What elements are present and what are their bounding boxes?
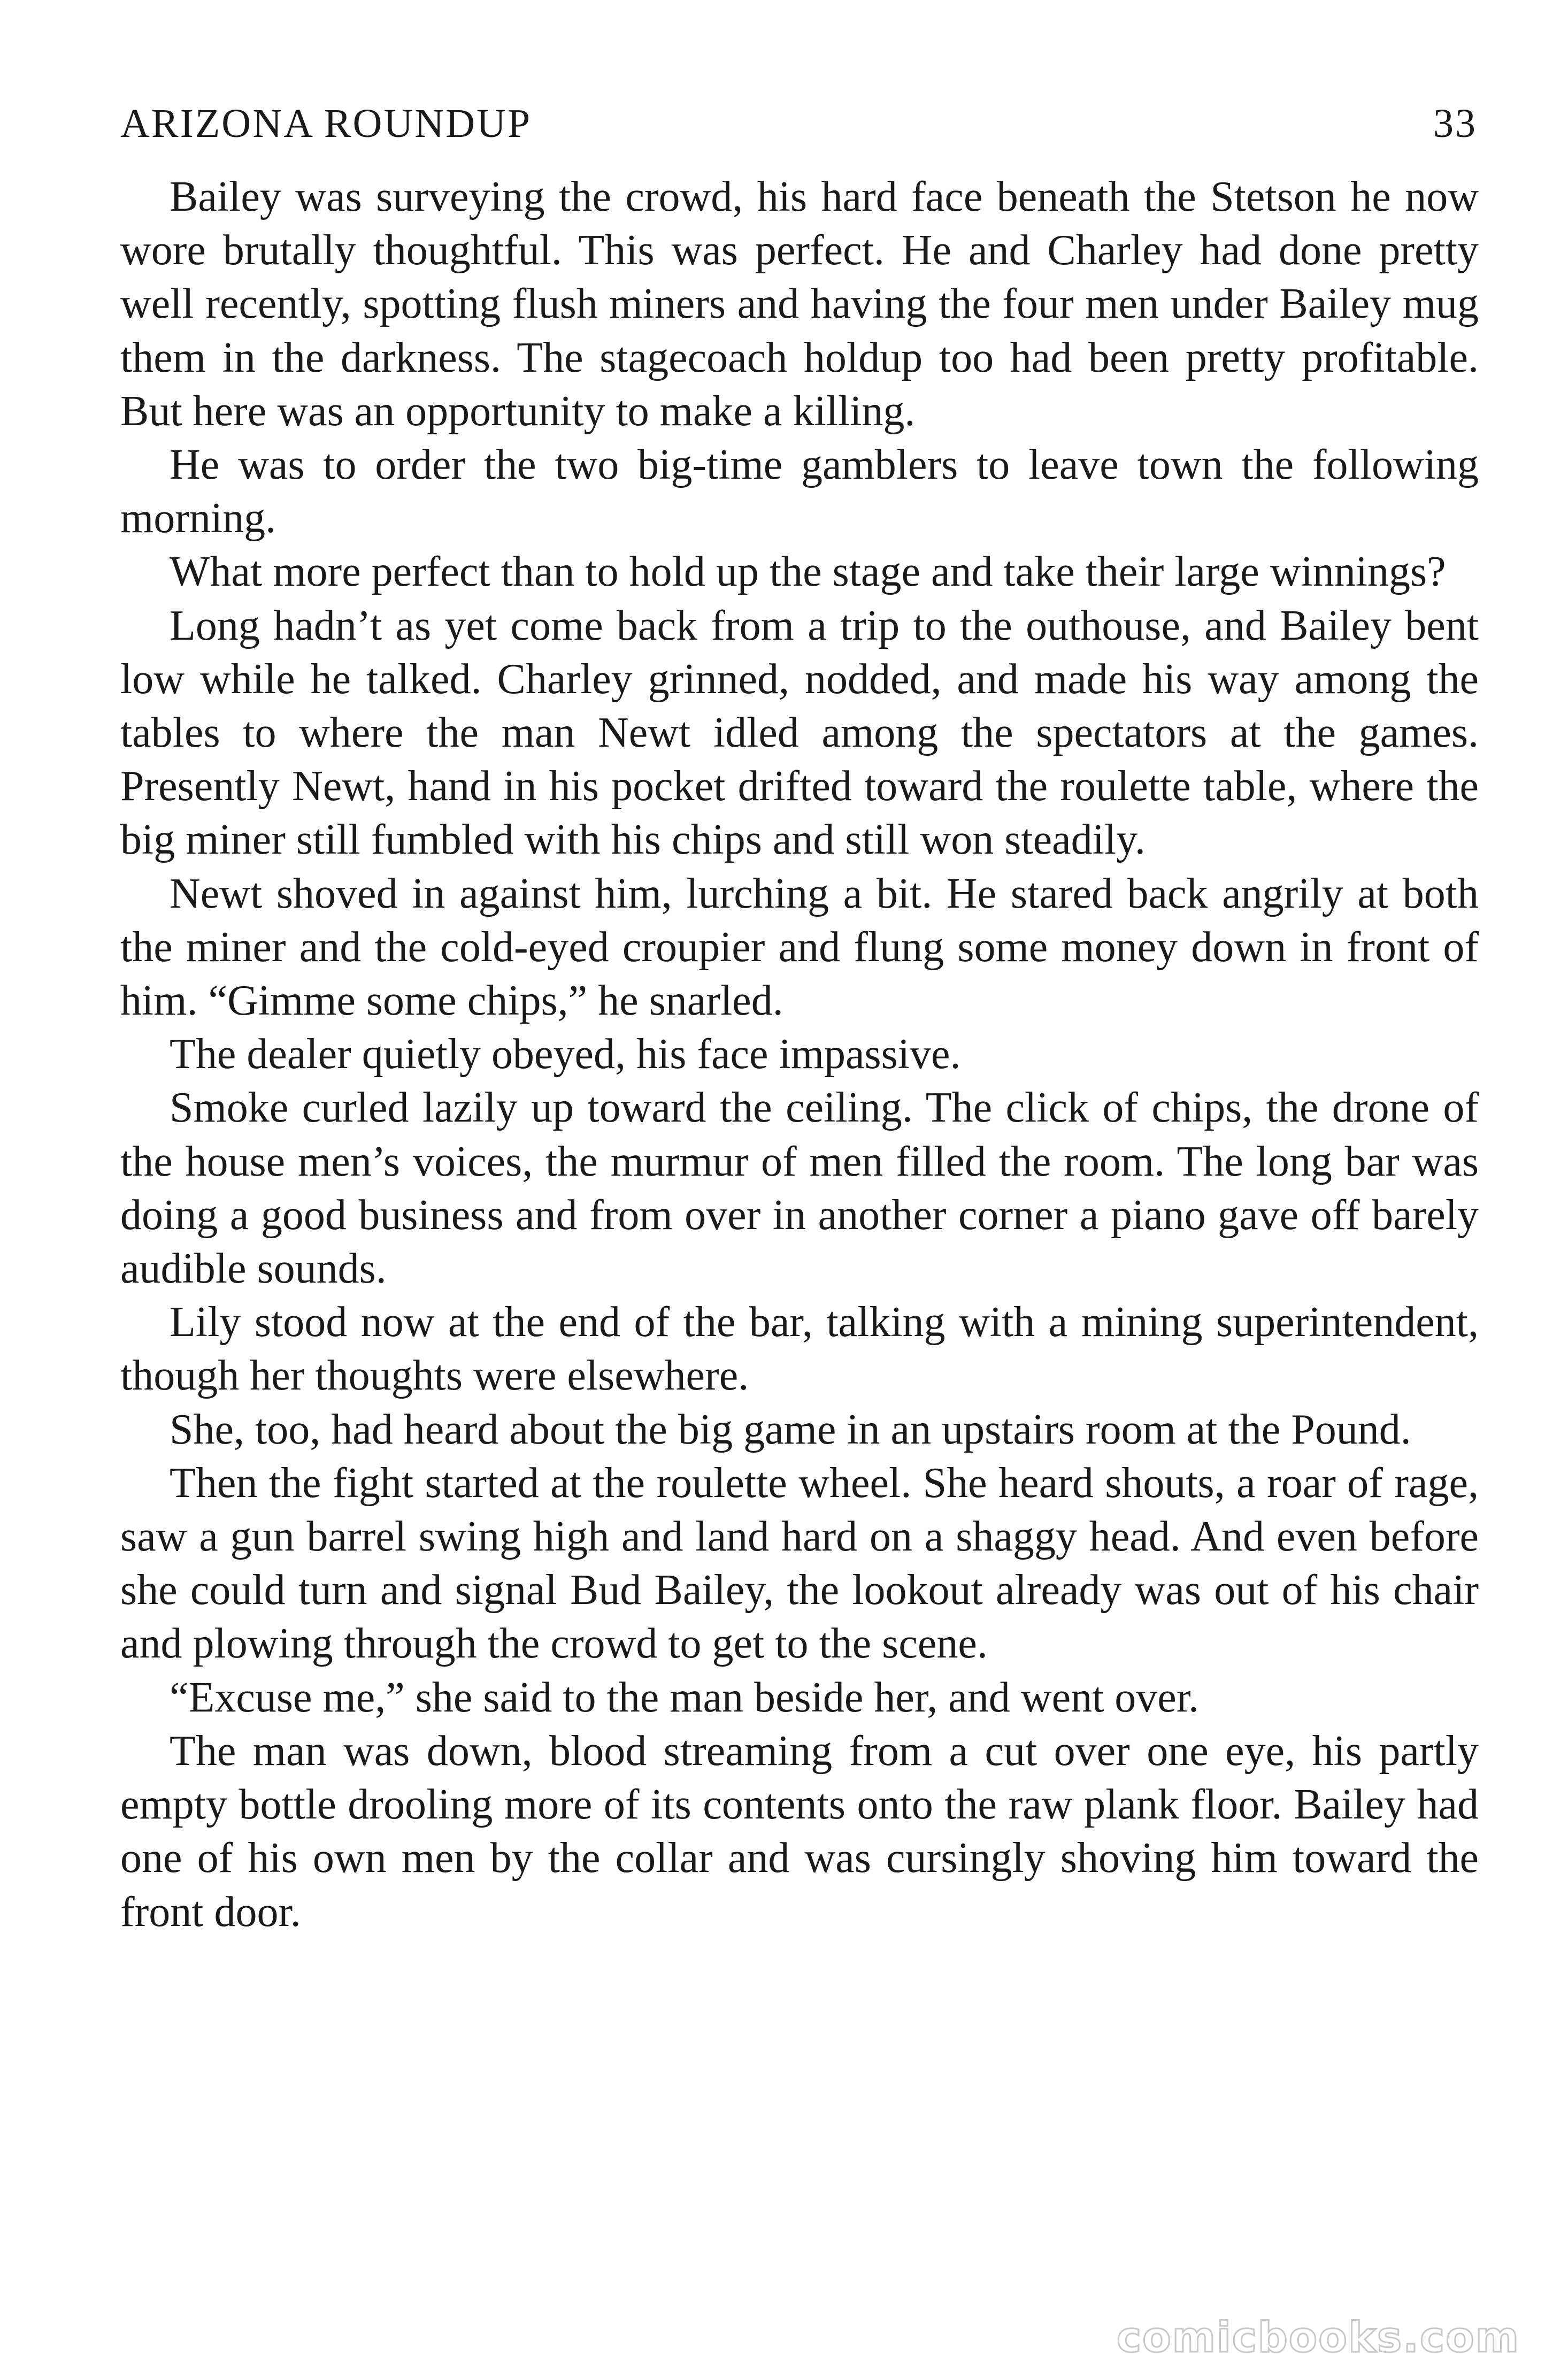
- body-text: [120, 170, 1479, 1939]
- paragraph: He was to order the two big-time gamblers to leave town the following morning.: [120, 441, 1479, 542]
- paragraph: “Excuse me,” she said to the man beside her, and went over.: [170, 1674, 1200, 1721]
- paragraph: Smoke curled lazily up toward the ceiling. The click of chips, the drone of the house men’s voices, the murmur of men filled the room. The long bar was doing a good business and from over in another corner a piano gave off barely audible sounds.: [120, 1084, 1479, 1293]
- book-title: ARIZONA ROUNDUP: [120, 101, 532, 146]
- watermark: comicbooks.com: [1116, 2314, 1520, 2362]
- paragraph: Bailey was surveying the crowd, his hard face beneath the Stetson he now wore brutally thoughtful. This was perfect. He and Charley had done pretty well recently, spotting flush miners and having the four men under Bailey mug them in the darkness. The stagecoach holdup too had been pretty profitable. But here was an opportunity to make a killing.: [120, 173, 1479, 435]
- running-head: [120, 101, 1477, 159]
- paragraph: The man was down, blood streaming from a cut over one eye, his partly empty bottle drooling more of its contents onto the raw plank floor. Bailey had one of his own men by the collar and was cursingly shoving him toward the front door.: [120, 1727, 1479, 1936]
- paragraph: Newt shoved in against him, lurching a bit. He stared back angrily at both the miner and the cold-eyed croupier and flung some money down in front of him. “Gimme some chips,” he snarled.: [120, 870, 1479, 1025]
- paragraph: What more perfect than to hold up the stage and take their large winnings?: [170, 548, 1446, 596]
- page-number: 33: [1433, 101, 1477, 146]
- paragraph: The dealer quietly obeyed, his face impassive.: [170, 1031, 961, 1078]
- paragraph: She, too, had heard about the big game in an upstairs room at the Pound.: [170, 1406, 1411, 1453]
- paragraph: Long hadn’t as yet come back from a trip to the outhouse, and Bailey bent low while he talked. Charley grinned, nodded, and made his way among the tables to where the man Newt idled among the spectators at the games. Presently Newt, hand in his pocket drifted toward the roulette table, where the big miner still fumbled with his chips and still won steadily.: [120, 602, 1479, 864]
- paragraph: Then the fight started at the roulette wheel. She heard shouts, a roar of rage, saw a gun barrel swing high and land hard on a shaggy head. And even before she could turn and signal Bud Bailey, the lookout already was out of his chair and plowing through the crowd to get to the scene.: [120, 1459, 1479, 1668]
- paragraph: Lily stood now at the end of the bar, talking with a mining superintendent, though her thoughts were elsewhere.: [120, 1299, 1479, 1400]
